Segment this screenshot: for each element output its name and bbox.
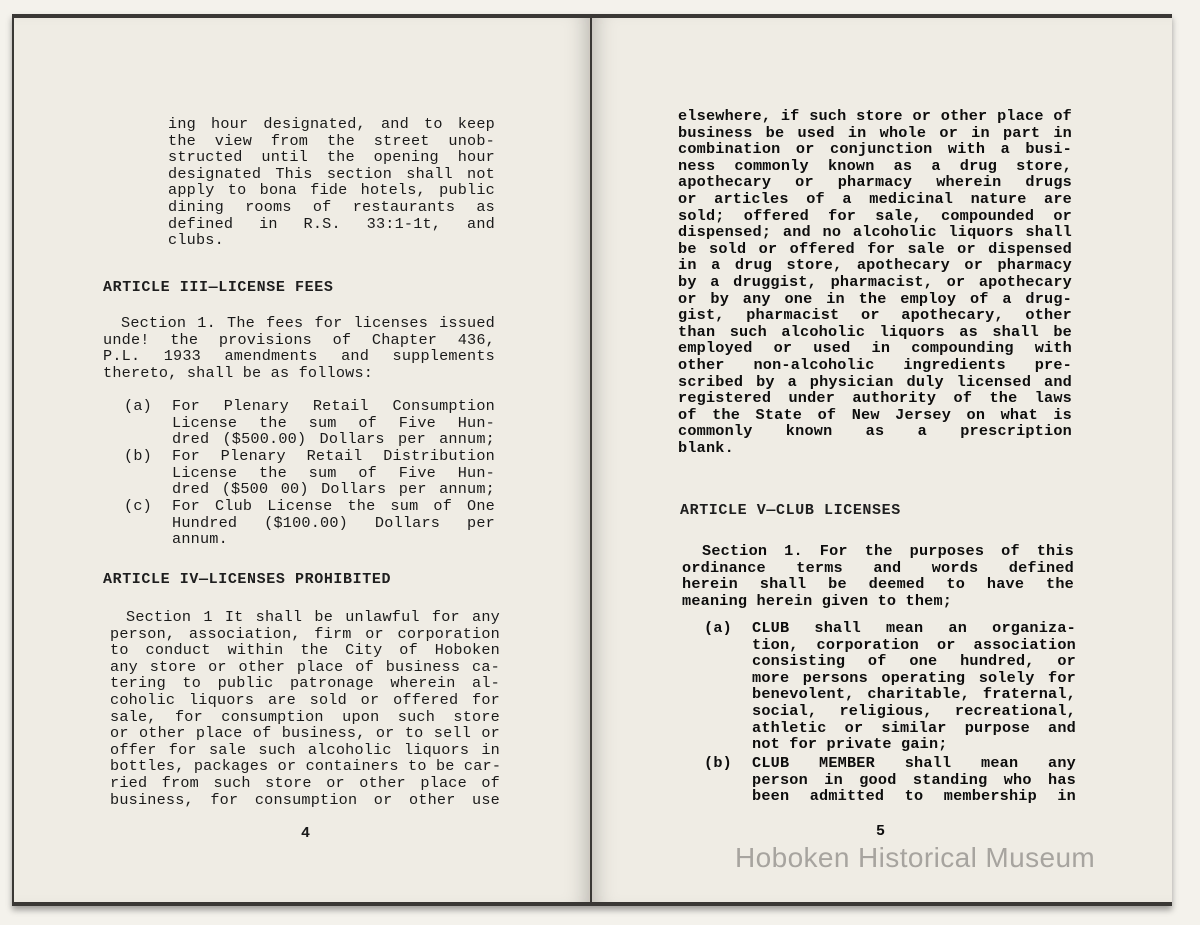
- text-line: dispensed; and no alcoholic liquors shall: [678, 223, 1072, 242]
- text-line: tering to public patronage wherein al-: [110, 674, 500, 693]
- text-line: Section 1. For the purposes of this: [702, 542, 1074, 560]
- text-line: Section 1 It shall be unlawful for any: [126, 608, 500, 626]
- text-line: athletic or similar purpose and: [752, 718, 1076, 737]
- text-line: other non-alcoholic ingredients pre-: [678, 355, 1072, 374]
- text-line: License the sum of Five Hun-: [172, 463, 495, 482]
- page-number-right: 5: [876, 823, 886, 840]
- text-line: apply to bona fide hotels, public: [168, 181, 495, 200]
- text-line: defined in R.S. 33:1-1t, and: [168, 214, 495, 233]
- text-line: ordinance terms and words defined: [682, 558, 1074, 577]
- text-line: be sold or offered for sale or dispensed: [678, 239, 1072, 258]
- text-line: License the sum of Five Hun-: [172, 413, 495, 432]
- right-page: [592, 18, 1172, 902]
- text-line: than such alcoholic liquors as shall be: [678, 322, 1072, 341]
- text-line: ness commonly known as a drug store,: [678, 156, 1072, 175]
- list-marker: (a): [124, 397, 152, 415]
- list-marker: (b): [124, 447, 152, 465]
- text-line: tion, corporation or association: [752, 635, 1076, 654]
- definition-club: [704, 620, 1076, 760]
- text-line: Section 1. The fees for licenses issued: [121, 314, 495, 332]
- article-iii-intro: [103, 315, 495, 381]
- text-line: elsewhere, if such store or other place of: [678, 107, 1072, 125]
- article-iv-text: [110, 609, 500, 808]
- fee-item-c: [124, 498, 495, 550]
- text-line: by a druggist, pharmacist, or apothecary: [678, 272, 1072, 291]
- article-iv-heading: ARTICLE IV—LICENSES PROHIBITED: [103, 571, 392, 588]
- text-line: clubs.: [168, 231, 224, 250]
- text-line: dred ($500.00) Dollars per annum;: [172, 430, 495, 449]
- text-line: unde! the provisions of Chapter 436,: [103, 330, 495, 349]
- text-line: ing hour designated, and to keep: [168, 115, 495, 133]
- text-line: offer for sale such alcoholic liquors in: [110, 740, 500, 759]
- article-iii-heading: ARTICLE III—LICENSE FEES: [103, 279, 334, 296]
- text-line: dred ($500 00) Dollars per annum;: [172, 480, 495, 499]
- text-fragment: shall mean any: [874, 754, 1076, 772]
- text-line: P.L. 1933 amendments and supplements: [103, 347, 495, 366]
- text-line: bottles, packages or containers to be car-: [110, 757, 502, 776]
- text-line: blank.: [678, 438, 734, 457]
- list-marker: (a): [704, 619, 732, 637]
- text-line: dining rooms of restaurants as: [168, 197, 495, 216]
- text-line: [752, 755, 1076, 772]
- right-continuation-text: [678, 108, 1072, 456]
- text-line: registered under authority of the laws: [678, 389, 1072, 408]
- page-number-left: 4: [301, 825, 311, 842]
- text-line: or other place of business, or to sell or: [110, 724, 500, 743]
- text-line: meaning herein given to them;: [682, 591, 953, 610]
- text-line: Hundred ($100.00) Dollars per: [172, 513, 495, 532]
- text-line: employed or used in compounding with: [678, 339, 1072, 358]
- text-line: to conduct within the City of Hoboken: [110, 641, 500, 660]
- text-line: gist, pharmacist or apothecary, other: [678, 306, 1072, 325]
- text-line: thereto, shall be as follows:: [103, 363, 374, 382]
- text-line: annum.: [172, 530, 228, 549]
- text-line: person in good standing who has: [752, 770, 1076, 789]
- text-line: scribed by a physician duly licensed and: [678, 372, 1072, 391]
- text-line: For Club License the sum of One: [172, 497, 495, 515]
- defined-term: CLUB MEMBER: [752, 754, 875, 772]
- text-line: benevolent, charitable, fraternal,: [752, 685, 1076, 704]
- text-line: any store or other place of business ca-: [110, 657, 500, 676]
- text-line: business be used in whole or in part in: [678, 123, 1072, 142]
- text-line: or articles of a medicinal nature are: [678, 189, 1072, 208]
- article-v-intro: [682, 543, 1074, 609]
- left-page: [14, 18, 590, 902]
- text-line: herein shall be deemed to have the: [682, 575, 1074, 594]
- text-line: sale, for consumption upon such store: [110, 707, 500, 726]
- text-line: in a drug store, apothecary or pharmacy: [678, 256, 1072, 275]
- museum-watermark: Hoboken Historical Museum: [735, 842, 1096, 873]
- list-marker: (b): [704, 754, 732, 772]
- text-line: been admitted to membership in: [752, 787, 1076, 806]
- list-marker: (c): [124, 497, 152, 515]
- text-line: apothecary or pharmacy wherein drugs: [678, 173, 1072, 192]
- text-line: the view from the street unob-: [168, 131, 495, 150]
- text-line: ried from such store or other place of: [110, 773, 500, 792]
- text-line: social, religious, recreational,: [752, 701, 1076, 720]
- text-line: more persons operating solely for: [752, 668, 1076, 687]
- fee-item-b: [124, 448, 495, 500]
- text-line: coholic liquors are sold or offered for: [110, 690, 500, 709]
- text-line: not for private gain;: [752, 735, 948, 754]
- text-line: consisting of one hundred, or: [752, 652, 1076, 671]
- defined-term: CLUB: [752, 619, 790, 637]
- text-line: For Plenary Retail Consumption: [172, 397, 495, 415]
- text-line: or by any one in the employ of a drug-: [678, 289, 1072, 308]
- text-line: For Plenary Retail Distribution: [172, 447, 495, 465]
- text-line: designated This section shall not: [168, 164, 495, 183]
- article-v-heading: ARTICLE V—CLUB LICENSES: [680, 502, 901, 519]
- left-continuation-text: [168, 116, 495, 249]
- definition-club-member: [704, 755, 1076, 807]
- text-line: sold; offered for sale, compounded or: [678, 206, 1072, 225]
- text-line: business, for consumption or other use: [110, 790, 500, 809]
- text-line: combination or conjunction with a busi-: [678, 140, 1072, 159]
- text-line: commonly known as a prescription: [678, 422, 1072, 441]
- text-fragment: shall mean an organiza-: [789, 619, 1076, 637]
- text-line: person, association, firm or corporation: [110, 624, 500, 643]
- fee-item-a: [124, 398, 495, 450]
- text-line: structed until the opening hour: [168, 148, 495, 167]
- text-line: of the State of New Jersey on what is: [678, 405, 1072, 424]
- text-line: [752, 620, 1076, 637]
